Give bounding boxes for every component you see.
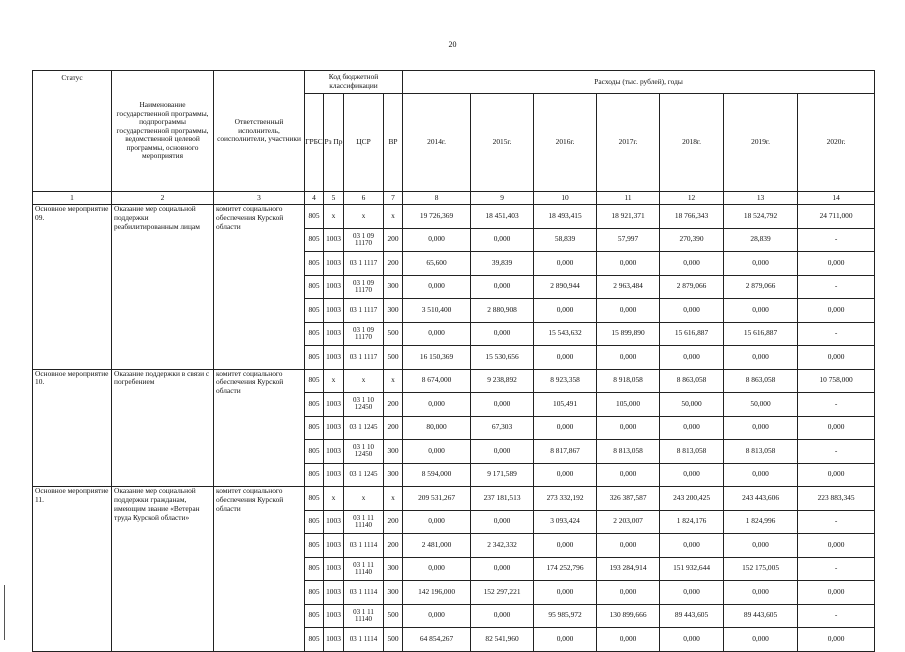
expense-value-cell: 0,000 [534,581,597,605]
expense-value-cell: 0,000 [660,299,724,323]
csr-cell: 03 1 09 11170 [344,228,384,252]
expense-value-cell: 174 252,796 [534,557,597,581]
expense-value-cell: 82 541,960 [471,628,534,652]
rzpr-cell: 1003 [324,393,344,417]
column-number: 4 [305,192,324,205]
expense-value-cell: 8 863,058 [724,369,798,393]
expense-value-cell: - [798,228,875,252]
expense-value-cell: 8 594,000 [403,463,471,487]
expense-value-cell: 152 175,005 [724,557,798,581]
vr-cell: 500 [384,604,403,628]
expense-value-cell: 0,000 [534,628,597,652]
expense-value-cell: 58,839 [534,228,597,252]
expense-value-cell: 193 284,914 [597,557,660,581]
expense-value-cell: 130 899,666 [597,604,660,628]
rzpr-cell: 1003 [324,252,344,276]
expense-value-cell: 2 879,066 [660,275,724,299]
expense-value-cell: - [798,557,875,581]
expense-value-cell: 10 758,000 [798,369,875,393]
rzpr-cell: 1003 [324,463,344,487]
expense-value-cell: 8 863,058 [660,369,724,393]
vr-cell: 200 [384,252,403,276]
expense-value-cell: 8 813,058 [660,440,724,464]
expense-value-cell: 0,000 [403,557,471,581]
expense-value-cell: 0,000 [597,299,660,323]
grbs-cell: 805 [305,322,324,346]
rzpr-cell: х [324,487,344,511]
csr-cell: 03 1 10 12450 [344,440,384,464]
vr-cell: 500 [384,346,403,370]
header-year: 2016г. [534,94,597,192]
vr-cell: 500 [384,322,403,346]
rzpr-cell: 1003 [324,581,344,605]
expense-value-cell: - [798,275,875,299]
expense-value-cell: 0,000 [798,534,875,558]
rzpr-cell: х [324,205,344,229]
rzpr-cell: 1003 [324,510,344,534]
expense-value-cell: 8 813,058 [724,440,798,464]
executor-cell: комитет социального обеспечения Курской области [214,487,305,652]
expense-value-cell: 243 443,606 [724,487,798,511]
expense-value-cell: 0,000 [724,252,798,276]
expense-value-cell: 2 879,066 [724,275,798,299]
expense-value-cell: 0,000 [403,228,471,252]
column-number: 14 [798,192,875,205]
csr-cell: 03 1 1245 [344,463,384,487]
csr-cell: х [344,369,384,393]
rzpr-cell: 1003 [324,416,344,440]
expense-value-cell: 0,000 [724,416,798,440]
expense-value-cell: 0,000 [597,463,660,487]
expense-value-cell: 0,000 [724,581,798,605]
column-number: 11 [597,192,660,205]
expense-value-cell: 18 451,403 [471,205,534,229]
executor-cell: комитет социального обеспечения Курской области [214,369,305,487]
rzpr-cell: 1003 [324,275,344,299]
vr-cell: х [384,487,403,511]
csr-cell: 03 1 1117 [344,299,384,323]
csr-cell: 03 1 1245 [344,416,384,440]
expense-value-cell: 0,000 [597,628,660,652]
expense-value-cell: - [798,440,875,464]
expense-value-cell: 0,000 [403,322,471,346]
grbs-cell: 805 [305,487,324,511]
vr-cell: 200 [384,510,403,534]
expense-value-cell: 50,000 [660,393,724,417]
expense-value-cell: 0,000 [471,322,534,346]
header-year: 2019г. [724,94,798,192]
grbs-cell: 805 [305,534,324,558]
expense-value-cell: 8 813,058 [597,440,660,464]
expense-value-cell: 0,000 [660,463,724,487]
grbs-cell: 805 [305,346,324,370]
vr-cell: 200 [384,534,403,558]
table-row [33,205,875,229]
expense-value-cell: 0,000 [471,440,534,464]
expense-value-cell: 0,000 [597,416,660,440]
header-executor: Ответственный исполнитель, соисполнители, участники [214,71,305,192]
expense-value-cell: 0,000 [597,252,660,276]
expense-value-cell: 50,000 [724,393,798,417]
vr-cell: 500 [384,628,403,652]
expense-value-cell: 8 674,000 [403,369,471,393]
rzpr-cell: 1003 [324,299,344,323]
expense-value-cell: - [798,604,875,628]
csr-cell: 03 1 11 11140 [344,604,384,628]
grbs-cell: 805 [305,416,324,440]
csr-cell: 03 1 11 11140 [344,557,384,581]
expense-value-cell: 0,000 [798,463,875,487]
expense-value-cell: 0,000 [798,416,875,440]
expense-value-cell: 0,000 [798,346,875,370]
csr-cell: 03 1 10 12450 [344,393,384,417]
expense-value-cell: 2 203,007 [597,510,660,534]
rzpr-cell: 1003 [324,604,344,628]
expense-value-cell: 15 616,887 [724,322,798,346]
rzpr-cell: 1003 [324,440,344,464]
vr-cell: 200 [384,393,403,417]
expense-value-cell: 0,000 [534,463,597,487]
expense-value-cell: 15 543,632 [534,322,597,346]
expense-value-cell: 223 883,345 [798,487,875,511]
expense-value-cell: 142 196,000 [403,581,471,605]
vr-cell: 300 [384,581,403,605]
rzpr-cell: 1003 [324,557,344,581]
expense-value-cell: 0,000 [798,581,875,605]
column-number: 9 [471,192,534,205]
expense-value-cell: 0,000 [471,604,534,628]
expense-value-cell: 80,000 [403,416,471,440]
expense-value-cell: 18 493,415 [534,205,597,229]
expense-value-cell: 2 481,000 [403,534,471,558]
grbs-cell: 805 [305,252,324,276]
vr-cell: 300 [384,299,403,323]
expense-value-cell: 89 443,605 [660,604,724,628]
header-budget-code: Код бюджетной классификации [305,71,403,94]
header-year: 2017г. [597,94,660,192]
expense-value-cell: 0,000 [660,252,724,276]
grbs-cell: 805 [305,440,324,464]
status-cell: Основное мероприятие 11. [33,487,112,652]
expense-value-cell: 243 200,425 [660,487,724,511]
expense-value-cell: 9 238,892 [471,369,534,393]
expense-value-cell: 0,000 [403,393,471,417]
expense-value-cell: 0,000 [534,299,597,323]
expense-value-cell: 237 181,513 [471,487,534,511]
csr-cell: 03 1 09 11170 [344,322,384,346]
expense-value-cell: 152 297,221 [471,581,534,605]
grbs-cell: 805 [305,393,324,417]
expense-value-cell: 19 726,369 [403,205,471,229]
expense-value-cell: 2 963,484 [597,275,660,299]
grbs-cell: 805 [305,628,324,652]
grbs-cell: 805 [305,557,324,581]
grbs-cell: 805 [305,463,324,487]
grbs-cell: 805 [305,275,324,299]
expense-value-cell: 0,000 [597,346,660,370]
expense-value-cell: - [798,393,875,417]
expense-value-cell: 0,000 [798,299,875,323]
rzpr-cell: 1003 [324,628,344,652]
rzpr-cell: 1003 [324,228,344,252]
header-status: Статус [33,71,112,192]
column-number: 12 [660,192,724,205]
measure-name-cell: Оказание мер социальной поддержки гражданам, имеющим звание «Ветеран труда Курской области» [112,487,214,652]
expense-value-cell: 0,000 [534,534,597,558]
csr-cell: 03 1 1114 [344,581,384,605]
csr-cell: 03 1 09 11170 [344,275,384,299]
expense-value-cell: 273 332,192 [534,487,597,511]
column-number-row [33,192,875,205]
expense-value-cell: 67,303 [471,416,534,440]
expense-value-cell: 65,600 [403,252,471,276]
column-number: 5 [324,192,344,205]
expense-value-cell: 0,000 [660,346,724,370]
status-cell: Основное мероприятие 09. [33,205,112,370]
grbs-cell: 805 [305,205,324,229]
column-number: 3 [214,192,305,205]
expense-value-cell: 18 921,371 [597,205,660,229]
expense-value-cell: 270,390 [660,228,724,252]
expense-value-cell: 95 985,972 [534,604,597,628]
column-number: 1 [33,192,112,205]
expense-value-cell: 2 890,944 [534,275,597,299]
column-number: 7 [384,192,403,205]
expense-value-cell: 0,000 [724,299,798,323]
expense-value-cell: 0,000 [403,510,471,534]
header-year: 2014г. [403,94,471,192]
column-number: 13 [724,192,798,205]
header-csr: ЦСР [344,94,384,192]
table-row [33,487,875,511]
expense-value-cell: 18 766,343 [660,205,724,229]
grbs-cell: 805 [305,299,324,323]
grbs-cell: 805 [305,581,324,605]
header-vr: ВР [384,94,403,192]
measure-name-cell: Оказание поддержки в связи с погребением [112,369,214,487]
expense-value-cell: 0,000 [534,252,597,276]
expense-value-cell: 8 817,867 [534,440,597,464]
expense-value-cell: - [798,322,875,346]
expense-value-cell: 0,000 [403,604,471,628]
expense-value-cell: 2 880,908 [471,299,534,323]
expense-value-cell: 105,491 [534,393,597,417]
table-body [33,205,875,652]
vr-cell: 200 [384,228,403,252]
expense-value-cell: 0,000 [724,346,798,370]
vr-cell: х [384,205,403,229]
expense-value-cell: 0,000 [798,252,875,276]
expense-value-cell: 0,000 [471,510,534,534]
header-rzpr: Рз Пр [324,94,344,192]
expense-value-cell: 0,000 [798,628,875,652]
grbs-cell: 805 [305,369,324,393]
vr-cell: 300 [384,275,403,299]
expense-value-cell: - [798,510,875,534]
rzpr-cell: 1003 [324,322,344,346]
expense-value-cell: 151 932,644 [660,557,724,581]
header-year: 2015г. [471,94,534,192]
csr-cell: х [344,205,384,229]
expense-value-cell: 0,000 [660,628,724,652]
expense-value-cell: 1 824,996 [724,510,798,534]
rzpr-cell: 1003 [324,346,344,370]
csr-cell: 03 1 1114 [344,534,384,558]
grbs-cell: 805 [305,510,324,534]
grbs-cell: 805 [305,228,324,252]
expense-value-cell: 0,000 [471,228,534,252]
executor-cell: комитет социального обеспечения Курской области [214,205,305,370]
expense-value-cell: 0,000 [403,275,471,299]
expense-value-cell: 0,000 [471,393,534,417]
expense-value-cell: 39,839 [471,252,534,276]
csr-cell: 03 1 1117 [344,346,384,370]
expense-value-cell: 0,000 [724,628,798,652]
expense-value-cell: 8 923,358 [534,369,597,393]
expense-value-cell: 18 524,792 [724,205,798,229]
page-number: 20 [448,40,457,49]
rzpr-cell: х [324,369,344,393]
column-number: 2 [112,192,214,205]
table-row [33,369,875,393]
column-number: 8 [403,192,471,205]
vr-cell: 300 [384,440,403,464]
expense-value-cell: 57,997 [597,228,660,252]
status-cell: Основное мероприятие 10. [33,369,112,487]
csr-cell: 03 1 11 11140 [344,510,384,534]
expense-value-cell: 0,000 [597,581,660,605]
budget-table [32,70,875,652]
expense-value-cell: 0,000 [660,581,724,605]
header-year: 2018г. [660,94,724,192]
vr-cell: 300 [384,463,403,487]
header-year: 2020г. [798,94,875,192]
expense-value-cell: 8 918,058 [597,369,660,393]
expense-value-cell: 209 531,267 [403,487,471,511]
csr-cell: х [344,487,384,511]
expense-value-cell: 15 616,887 [660,322,724,346]
csr-cell: 03 1 1114 [344,628,384,652]
vr-cell: 200 [384,416,403,440]
header-program-name: Наименование государственной программы, подпрограммы государственной программы, ведомственной целевой программы, основного мероприятия [112,71,214,192]
header-grbs: ГРБС [305,94,324,192]
column-number: 6 [344,192,384,205]
expense-value-cell: 64 854,267 [403,628,471,652]
expense-value-cell: 24 711,000 [798,205,875,229]
measure-name-cell: Оказание мер социальной поддержки реабилитированным лицам [112,205,214,370]
expense-value-cell: 2 342,332 [471,534,534,558]
margin-rule [4,585,5,640]
expense-value-cell: 9 171,589 [471,463,534,487]
csr-cell: 03 1 1117 [344,252,384,276]
expense-value-cell: 15 530,656 [471,346,534,370]
expense-value-cell: 89 443,605 [724,604,798,628]
header-expenses: Расходы (тыс. рублей), годы [403,71,875,94]
grbs-cell: 805 [305,604,324,628]
expense-value-cell: 0,000 [660,534,724,558]
expense-value-cell: 0,000 [471,275,534,299]
expense-value-cell: 326 387,587 [597,487,660,511]
vr-cell: 300 [384,557,403,581]
expense-value-cell: 0,000 [724,534,798,558]
expense-value-cell: 0,000 [597,534,660,558]
vr-cell: х [384,369,403,393]
expense-value-cell: 1 824,176 [660,510,724,534]
expense-value-cell: 105,000 [597,393,660,417]
expense-value-cell: 0,000 [534,416,597,440]
expense-value-cell: 0,000 [534,346,597,370]
expense-value-cell: 28,839 [724,228,798,252]
expense-value-cell: 0,000 [403,440,471,464]
expense-value-cell: 0,000 [471,557,534,581]
expense-value-cell: 16 150,369 [403,346,471,370]
rzpr-cell: 1003 [324,534,344,558]
expense-value-cell: 3 510,400 [403,299,471,323]
expense-value-cell: 15 899,890 [597,322,660,346]
column-number: 10 [534,192,597,205]
expense-value-cell: 0,000 [660,416,724,440]
expense-value-cell: 0,000 [724,463,798,487]
expense-value-cell: 3 093,424 [534,510,597,534]
